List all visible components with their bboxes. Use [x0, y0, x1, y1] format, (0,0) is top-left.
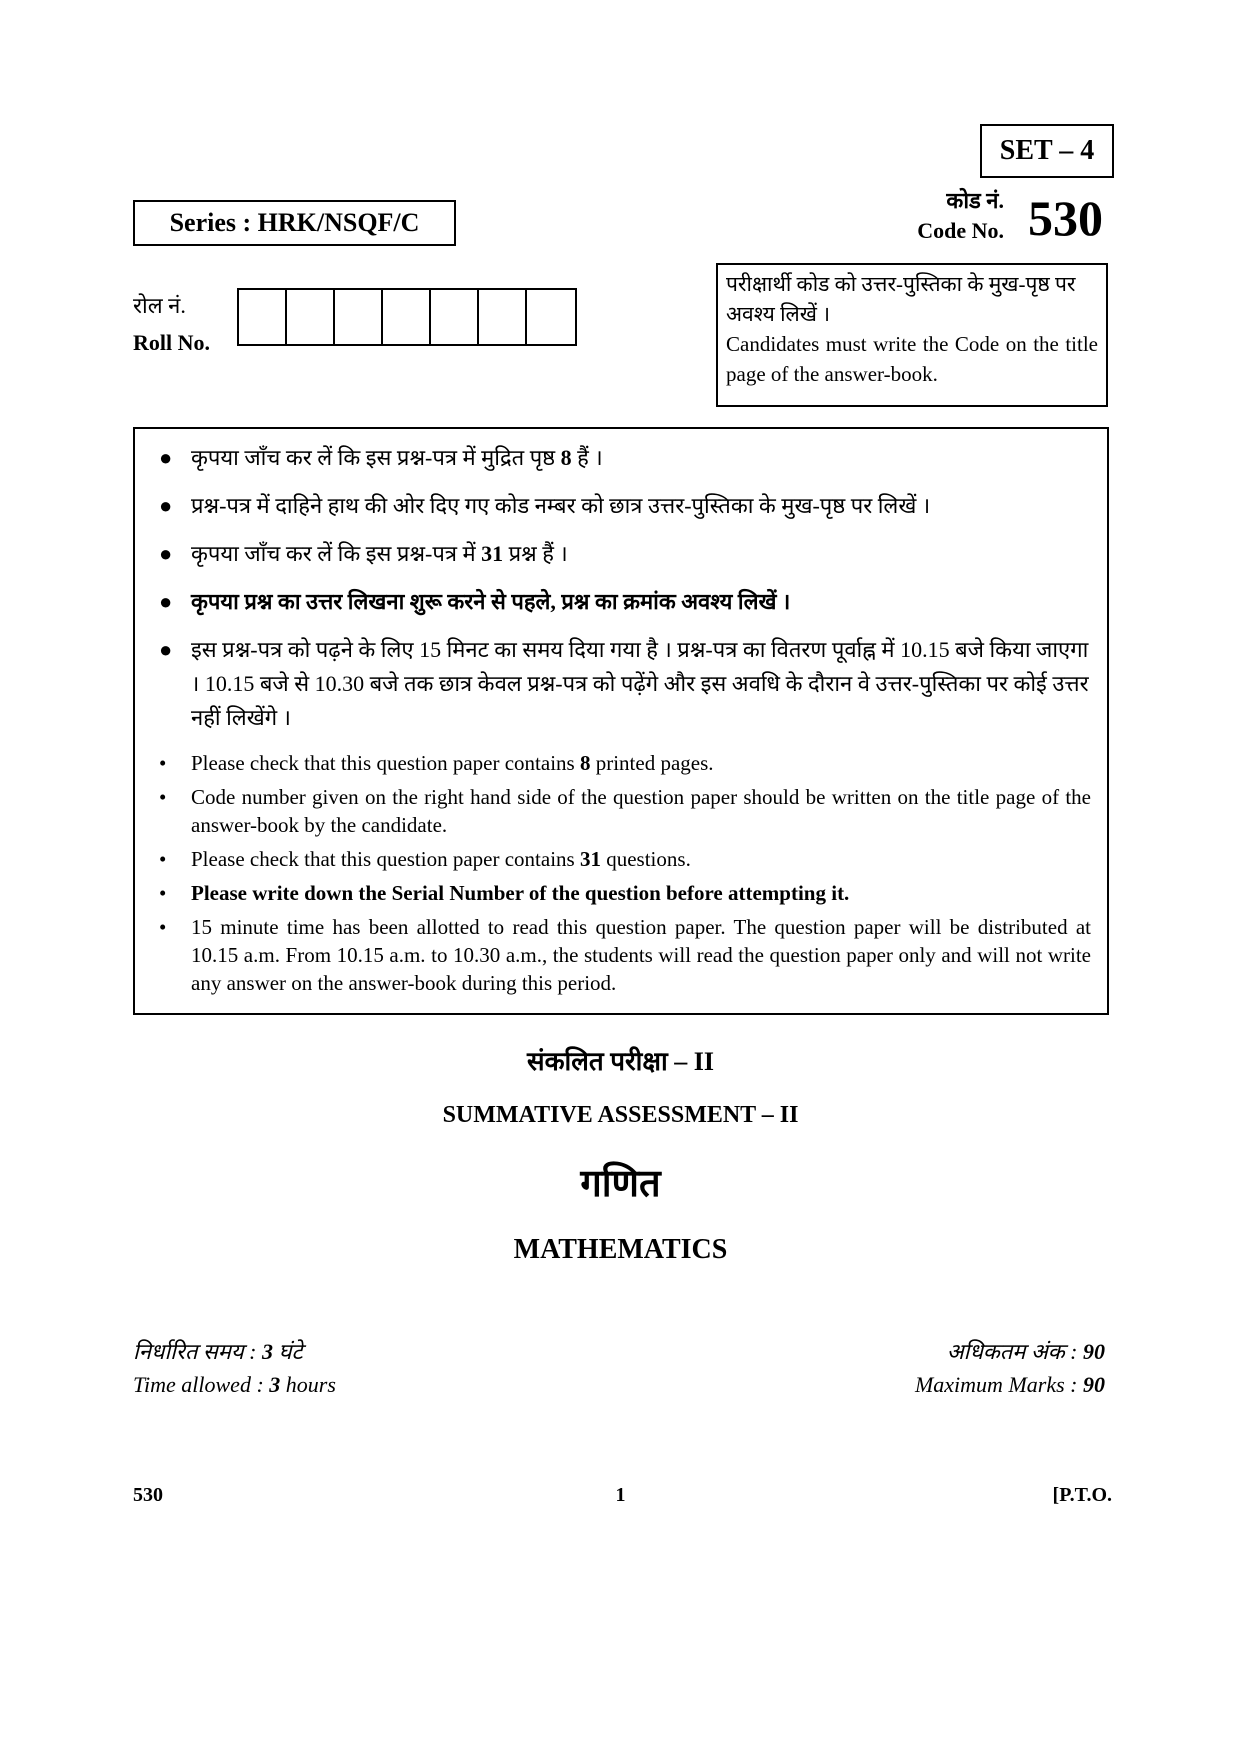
instruction-en-item: • Please write down the Serial Number of the question before attempting it.: [159, 881, 850, 905]
roll-digit-box[interactable]: [527, 290, 575, 344]
roll-label-hi: रोल नं.: [133, 293, 186, 318]
bullet-icon: ●: [159, 589, 173, 614]
bullet-icon: ●: [159, 493, 173, 518]
instructions-hindi: [151, 441, 1091, 735]
instruction-hi-item: ● प्रश्न-पत्र में दाहिने हाथ की ओर दिए गए कोड नम्बर को छात्र उत्तर-पुस्तिका के मुख-पृष्ठ पर लिखें ।: [151, 489, 1091, 523]
time-allowed-hi: निर्धारित समय : 3 घंटे: [133, 1339, 303, 1364]
bullet-icon: •: [159, 915, 167, 939]
instruction-en-item: • Please check that this question paper contains 31 questions.: [159, 847, 691, 871]
roll-digit-box[interactable]: [383, 290, 431, 344]
bullet-icon: •: [159, 881, 167, 905]
code-number: 530: [1028, 190, 1103, 246]
pto-label: [P.T.O.: [1052, 1484, 1112, 1506]
series-label: Series : HRK/NSQF/C: [133, 200, 456, 246]
code-label-hi: कोड नं.: [946, 188, 1004, 213]
bullet-icon: ●: [159, 637, 173, 662]
code-label-en: Code No.: [917, 218, 1004, 243]
code-label: [898, 186, 1004, 246]
roll-digit-box[interactable]: [287, 290, 335, 344]
code-instruction-box: [716, 263, 1108, 407]
general-instructions-box: [133, 427, 1109, 1015]
assessment-title-en: SUMMATIVE ASSESSMENT – II: [442, 1102, 799, 1128]
instruction-en-item: • Please check that this question paper contains 8 printed pages.: [159, 751, 714, 775]
instructions-english: [151, 749, 1091, 997]
roll-digit-box[interactable]: [431, 290, 479, 344]
code-note-en: Candidates must write the Code on the title page of the answer-book.: [726, 332, 1098, 386]
bullet-icon: •: [159, 785, 167, 809]
time-allowed-en: Time allowed : 3 hours: [133, 1372, 336, 1397]
subject-title-en: MATHEMATICS: [513, 1234, 728, 1265]
instruction-hi-item: ● कृपया प्रश्न का उत्तर लिखना शुरू करने से पहले, प्रश्न का क्रमांक अवश्य लिखें ।: [151, 585, 1091, 619]
roll-digit-box[interactable]: [479, 290, 527, 344]
max-marks-hi: अधिकतम अंक : 90: [946, 1339, 1105, 1364]
roll-digit-box[interactable]: [239, 290, 287, 344]
bullet-icon: ●: [159, 541, 173, 566]
roll-number-boxes[interactable]: [237, 288, 577, 346]
max-marks-en: Maximum Marks : 90: [914, 1372, 1105, 1397]
assessment-title-hi: संकलित परीक्षा – II: [527, 1047, 714, 1076]
instruction-en-item: • 15 minute time has been allotted to read this question paper. The question paper will be distributed at 10.15 a.m. From 10.15 a.m. to 10.30 a.m., the students will read the question paper only and will not write any answer on the answer-book during this period.: [159, 915, 1091, 995]
roll-digit-box[interactable]: [335, 290, 383, 344]
bullet-icon: •: [159, 751, 167, 775]
set-label: SET – 4: [980, 124, 1114, 178]
code-note-hi: परीक्षार्थी कोड को उत्तर-पुस्तिका के मुख-पृष्ठ पर अवश्य लिखें ।: [726, 272, 1076, 326]
instruction-hi-item: ● कृपया जाँच कर लें कि इस प्रश्न-पत्र में मुद्रित पृष्ठ 8 हैं ।: [151, 441, 1091, 475]
instruction-hi-item: ● कृपया जाँच कर लें कि इस प्रश्न-पत्र में 31 प्रश्न हैं ।: [151, 537, 1091, 571]
bullet-icon: •: [159, 847, 167, 871]
page-number: 1: [615, 1484, 626, 1506]
instruction-en-item: • Code number given on the right hand side of the question paper should be written on the title page of the answer-book by the candidate.: [159, 785, 1091, 837]
bullet-icon: ●: [159, 445, 173, 470]
subject-title-hi: गणित: [580, 1163, 661, 1205]
roll-label-en: Roll No.: [133, 330, 210, 355]
instruction-hi-item: ● इस प्रश्न-पत्र को पढ़ने के लिए 15 मिनट का समय दिया गया है । प्रश्न-पत्र का वितरण पूर्वाह्न में 10.15 बजे किया जाएगा । 10.15 बजे से 10.30 बजे तक छात्र केवल प्रश्न-पत्र को पढ़ेंगे और इस अवधि के दौरान वे उत्तर-पुस्तिका पर कोई उत्तर नहीं लिखेंगे ।: [151, 633, 1091, 735]
footer-code: 530: [133, 1484, 163, 1506]
